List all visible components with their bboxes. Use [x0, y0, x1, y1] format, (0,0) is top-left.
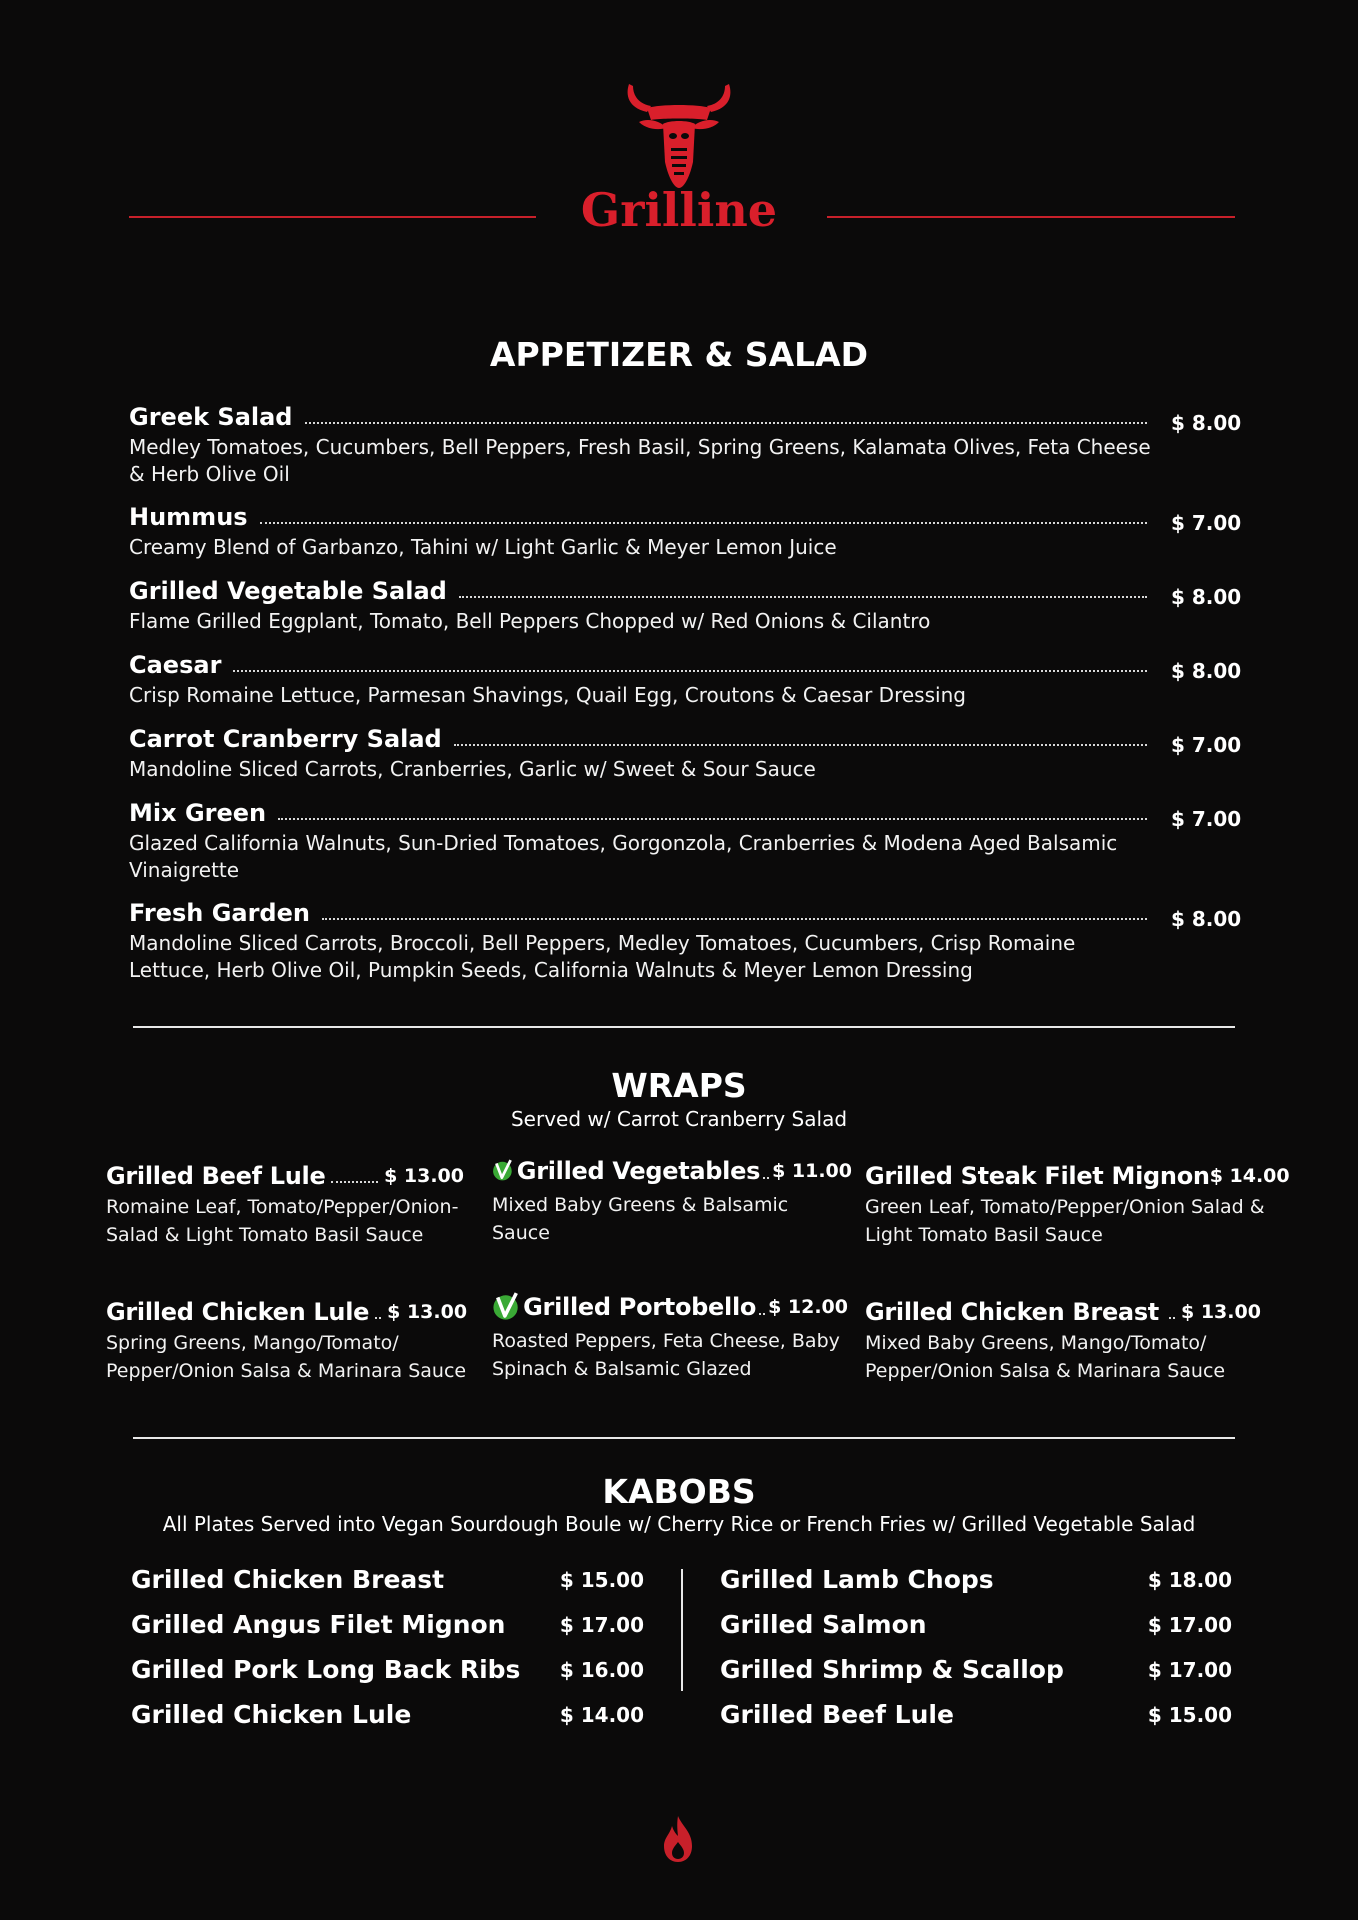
item-price: $ 18.00	[1147, 1567, 1232, 1592]
item-price: $ 8.00	[1171, 907, 1242, 931]
item-name: Grilled Vegetable Salad	[129, 577, 447, 605]
dot-leader	[260, 521, 1147, 524]
item-name: Grilled Beef Lule	[720, 1700, 954, 1729]
vegetarian-check-icon	[492, 1150, 513, 1190]
item-price: $ 14.00	[1209, 1165, 1290, 1187]
item-description: Mixed Baby Greens & Balsamic Sauce	[492, 1194, 789, 1244]
item-name: Hummus	[129, 503, 248, 531]
item-price: $ 17.00	[1147, 1612, 1232, 1637]
item-price: $ 8.00	[1171, 411, 1242, 435]
kabobs-section-subtitle: All Plates Served into Vegan Sourdough Boule w/ Cherry Rice or French Fries w/ Grilled Vegetable Salad	[162, 1512, 1196, 1536]
menu-item	[720, 1602, 1232, 1647]
item-description: Flame Grilled Eggplant, Tomato, Bell Peppers Chopped w/ Red Onions & Cilantro	[129, 609, 931, 633]
dot-leader	[278, 817, 1147, 820]
item-description: Mixed Baby Greens, Mango/Tomato/ Pepper/Onion Salsa & Marinara Sauce	[865, 1332, 1226, 1382]
vegetarian-check-icon	[492, 1286, 519, 1326]
item-name: Caesar	[129, 651, 222, 679]
item-price: $ 17.00	[1147, 1657, 1232, 1682]
item-price: $ 7.00	[1171, 733, 1242, 757]
item-description: Glazed California Walnuts, Sun-Dried Tomatoes, Gorgonzola, Cranberries & Modena Aged Balsamic Vinaigrette	[129, 831, 1118, 882]
menu-item	[129, 502, 1242, 561]
wraps-section-subtitle: Served w/ Carrot Cranberry Salad	[510, 1107, 848, 1131]
item-name: Grilled Chicken Lule	[131, 1700, 412, 1729]
dot-leader	[322, 917, 1147, 920]
item-price: $ 7.00	[1171, 807, 1242, 831]
dot-leader	[454, 743, 1147, 746]
item-description: Mandoline Sliced Carrots, Cranberries, Garlic w/ Sweet & Sour Sauce	[129, 757, 816, 781]
dot-leader	[331, 1180, 378, 1183]
item-price: $ 17.00	[559, 1612, 644, 1637]
menu-item	[129, 402, 1242, 488]
item-price: $ 13.00	[387, 1301, 468, 1323]
item-price: $ 8.00	[1171, 659, 1242, 683]
menu-item	[131, 1557, 644, 1602]
item-price: $ 8.00	[1171, 585, 1242, 609]
kabobs-left-column	[131, 1557, 644, 1737]
wrap-item	[106, 1296, 468, 1385]
item-name: Greek Salad	[129, 403, 293, 431]
brand-name: Grilline	[580, 183, 778, 237]
menu-item	[720, 1647, 1232, 1692]
menu-item	[720, 1692, 1232, 1737]
kabobs-right-column	[720, 1557, 1232, 1737]
kabobs-column-divider	[681, 1569, 683, 1691]
item-description: Green Leaf, Tomato/Pepper/Onion Salad & Light Tomato Basil Sauce	[865, 1196, 1265, 1246]
dot-leader	[763, 1176, 769, 1179]
wrap-item	[492, 1150, 852, 1247]
wrap-item	[865, 1160, 1290, 1249]
dot-leader	[233, 669, 1147, 672]
section-divider	[133, 1026, 1235, 1028]
item-name: Grilled Portobello	[523, 1293, 757, 1321]
item-name: Grilled Chicken Breast	[865, 1298, 1159, 1326]
menu-item	[720, 1557, 1232, 1602]
item-price: $ 7.00	[1171, 511, 1242, 535]
wraps-section-title: WRAPS	[611, 1066, 747, 1105]
dot-leader	[1169, 1316, 1175, 1319]
dot-leader	[759, 1312, 765, 1315]
item-price: $ 15.00	[559, 1567, 644, 1592]
menu-item	[131, 1692, 644, 1737]
item-price: $ 16.00	[559, 1657, 644, 1682]
item-description: Roasted Peppers, Feta Cheese, Baby Spinach & Balsamic Glazed	[492, 1330, 840, 1380]
header-rule-right	[827, 216, 1235, 218]
header-rule-left	[129, 216, 536, 218]
menu-item	[129, 576, 1242, 635]
item-name: Grilled Shrimp & Scallop	[720, 1655, 1064, 1684]
item-name: Fresh Garden	[129, 899, 310, 927]
dot-leader	[459, 595, 1147, 598]
item-description: Medley Tomatoes, Cucumbers, Bell Peppers, Fresh Basil, Spring Greens, Kalamata Olives, Feta Cheese & Herb Olive Oil	[129, 435, 1151, 486]
dot-leader	[305, 421, 1148, 424]
section-divider	[133, 1437, 1235, 1439]
wrap-item	[492, 1286, 848, 1383]
menu-item	[131, 1647, 644, 1692]
item-name: Grilled Chicken Breast	[131, 1565, 445, 1594]
item-price: $ 13.00	[1180, 1301, 1261, 1323]
item-description: Crisp Romaine Lettuce, Parmesan Shavings, Quail Egg, Croutons & Caesar Dressing	[129, 683, 966, 707]
item-price: $ 15.00	[1147, 1702, 1232, 1727]
kabobs-section-title: KABOBS	[602, 1472, 756, 1511]
item-name: Grilled Angus Filet Mignon	[131, 1610, 506, 1639]
menu-item	[129, 724, 1242, 783]
item-description: Romaine Leaf, Tomato/Pepper/Onion-Salad & Light Tomato Basil Sauce	[106, 1196, 459, 1246]
item-price: $ 13.00	[384, 1165, 464, 1187]
item-name: Grilled Chicken Lule	[106, 1298, 370, 1326]
item-name: Grilled Beef Lule	[106, 1162, 326, 1190]
item-price: $ 14.00	[559, 1702, 644, 1727]
item-name: Grilled Steak Filet Mignon	[865, 1162, 1210, 1190]
wrap-item	[106, 1160, 464, 1249]
item-description: Creamy Blend of Garbanzo, Tahini w/ Light Garlic & Meyer Lemon Juice	[129, 535, 837, 559]
item-description: Mandoline Sliced Carrots, Broccoli, Bell Peppers, Medley Tomatoes, Cucumbers, Crisp Romaine Lettuce, Herb Olive Oil, Pumpkin Seeds, California Walnuts & Meyer Lemon Dressing	[129, 931, 1076, 982]
item-name: Mix Green	[129, 799, 267, 827]
item-price: $ 11.00	[772, 1160, 852, 1182]
item-name: Grilled Vegetables	[516, 1157, 761, 1185]
item-name: Carrot Cranberry Salad	[129, 725, 442, 753]
item-price: $ 12.00	[768, 1296, 848, 1318]
appetizer-section-title: APPETIZER & SALAD	[489, 335, 869, 374]
item-name: Grilled Salmon	[720, 1610, 927, 1639]
menu-item	[129, 650, 1242, 709]
item-name: Grilled Pork Long Back Ribs	[131, 1655, 521, 1684]
item-name: Grilled Lamb Chops	[720, 1565, 994, 1594]
menu-item	[131, 1602, 644, 1647]
dot-leader	[375, 1316, 381, 1319]
flame-icon	[662, 1816, 694, 1862]
wrap-item	[865, 1296, 1261, 1385]
item-description: Spring Greens, Mango/Tomato/ Pepper/Onion Salsa & Marinara Sauce	[106, 1332, 467, 1382]
menu-item	[129, 798, 1242, 884]
menu-item	[129, 898, 1242, 984]
